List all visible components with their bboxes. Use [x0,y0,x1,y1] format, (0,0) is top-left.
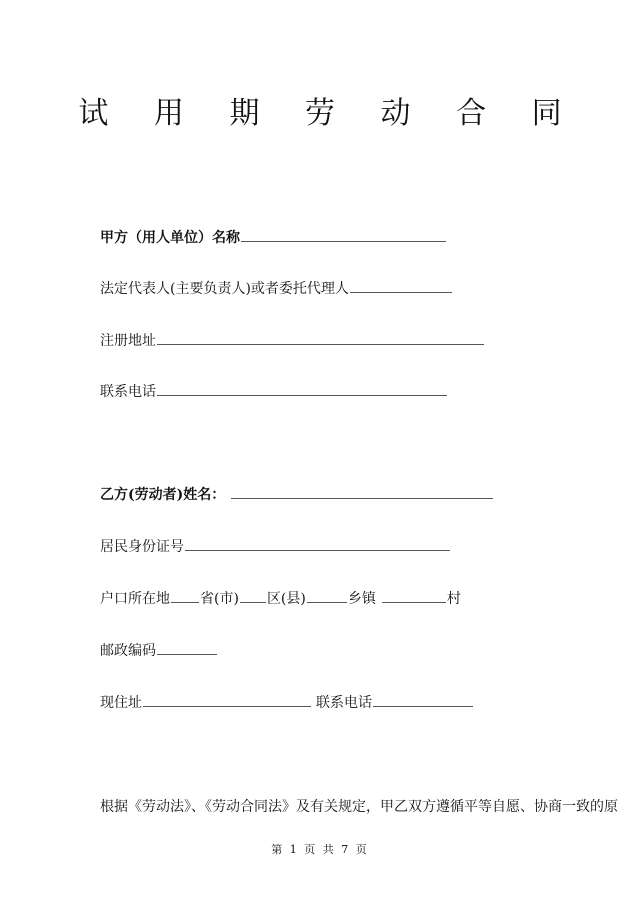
party-b-hukou-label: 户口所在地 [100,591,170,607]
contract-body-text: 根据《劳动法》、《劳动合同法》及有关规定，甲乙双方遵循平等自愿、协商一致的原 [100,799,618,815]
party-b-id-label: 居民身份证号 [100,539,184,555]
party-a-address-row [100,330,485,350]
village-blank[interactable] [382,588,446,603]
party-a-phone-label: 联系电话 [100,384,156,400]
postcode-blank[interactable] [157,640,217,655]
party-b-name-blank[interactable] [231,484,493,499]
party-b-current-address-row [100,692,474,712]
village-label: 村 [446,591,461,607]
province-label: 省(市) [200,591,239,607]
party-a-phone-row [100,381,448,401]
party-b-hukou-row [100,588,461,608]
party-a-rep-label: 法定代表人(主要负责人)或者委托代理人 [100,281,349,297]
party-b-postcode-row [100,640,218,660]
party-a-address-blank[interactable] [157,330,484,345]
town-label: 乡镇 [347,591,376,607]
party-b-phone-blank[interactable] [373,692,473,707]
party-a-name-label: 甲方（用人单位）名称 [100,230,240,246]
party-b-current-address-label: 现住址 [100,695,142,711]
party-a-rep-row [100,278,453,298]
party-b-id-blank[interactable] [185,536,450,551]
page-footer: 第 1 页 共 7 页 [271,843,369,856]
party-b-postcode-label: 邮政编码 [100,643,156,659]
district-label: 区(县) [266,591,306,607]
document-title: 试 用 期 劳 动 合 同 [78,96,580,131]
party-b-id-row [100,536,451,556]
party-b-name-row [100,484,494,504]
party-a-name-row [100,227,447,247]
town-blank[interactable] [307,588,347,603]
party-b-name-label: 乙方(劳动者)姓名： [100,487,226,503]
district-blank[interactable] [240,588,266,603]
province-blank[interactable] [171,588,199,603]
party-b-phone-label: 联系电话 [316,695,372,711]
party-a-rep-blank[interactable] [350,278,452,293]
current-address-blank[interactable] [143,692,311,707]
party-a-phone-blank[interactable] [157,381,447,396]
party-a-address-label: 注册地址 [100,333,156,349]
party-a-name-blank[interactable] [241,227,446,242]
